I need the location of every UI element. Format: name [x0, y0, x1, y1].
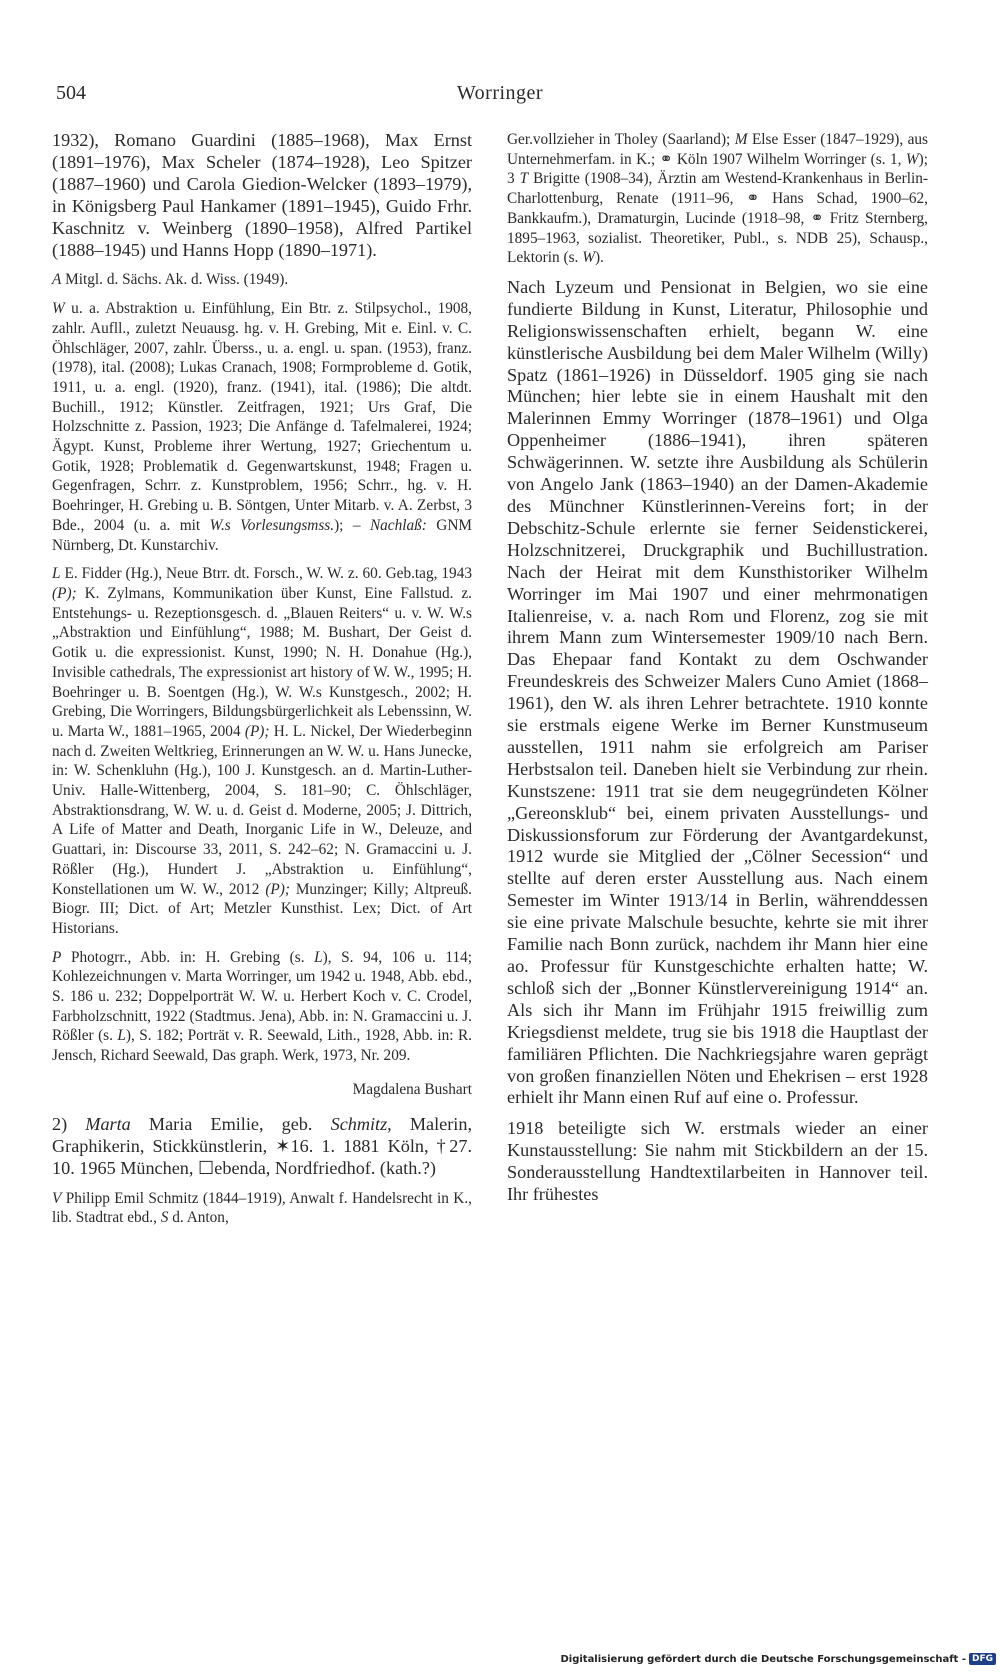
author-signature: Magdalena Bushart: [352, 1080, 472, 1098]
page-number: 504: [56, 82, 86, 104]
section-mark-a: A: [52, 271, 62, 289]
genealogy-paragraph: V Philipp Emil Schmitz (1844–1919), Anwalt f. Handelsrecht in K., lib. Stadtrat ebd., S d. Anton,: [52, 1189, 472, 1227]
paragraph-intro: 1932), Romano Guardini (1885–1968), Max Ernst (1891–1976), Max Scheler (1874–1928), Leo Spitzer (1887–1960) und Carola Giedion-Welcker (1893–1979), in Königsberg Paul Hankamer (1891–1945), Guido Frhr. Kaschnitz v. Weinberg (1890–1958), Alfred Partikel (1888–1945) und Hanns Hopp (1890–1971).: [52, 130, 472, 260]
footer-credit: [560, 1653, 996, 1665]
works-paragraph: W u. a. Abstraktion u. Einfühlung, Ein Btr. z. Stilpsychol., 1908, zahlr. Aufll., zuletzt Neuausg. hg. v. H. Grebing, Mit e. Einl. v. C. Öhlschläger, 2007, zahlr. Überss., u. a. engl. u. span. (1953), franz. (1978), ital. (2008); Lukas Cranach, 1908; Formprobleme d. Gotik, 1911, u. a. engl. (1920), franz. (1941), ital. (1986); Die altdt. Buchill., 1912; Künstler. Zeitfragen, 1921; Urs Graf, Die Holzschnitte z. Passion, 1923; Die Anfänge d. Tafelmalerei, 1924; Ägypt. Kunst, Probleme ihrer Wertung, 1927; Griechentum u. Gotik, 1928; Problematik d. Gegenwartskunst, 1948; Fragen u. Gegenfragen, Schrr. z. Kunstproblem, 1956; Schrr., hg. v. H. Boehringer, H. Grebing u. B. Söntgen, Unter Mitarb. v. A. Zerbst, 3 Bde., 2004 (u. a. mit W.s Vorlesungsmss.); – Nachlaß: GNM Nürnberg, Dt. Kunstarchiv.: [52, 300, 472, 554]
entry-heading-marta: 2) Marta Maria Emilie, geb. Schmitz, Malerin, Graphikerin, Stickkünstlerin, ✶16. 1. 1881 Köln, †27. 10. 1965 München, ☐ebenda, Nordfriedhof. (kath.?): [52, 1113, 472, 1178]
portraits-paragraph: P Photogrr., Abb. in: H. Grebing (s. L), S. 94, 106 u. 114; Kohlezeichnungen v. Marta Worringer, um 1942 u. 1948, Abb. ebd., S. 186 u. 232; Doppelporträt W. W. u. Herbert Koch v. C. Crodel, Farbholzschnitt, 1922 (Stadtmus. Jena), Abb. in: N. Gramaccini u. J. Rößler (s. L), S. 182; Porträt v. R. Seewald, Lith., 1928, Abb. in: R. Jensch, Richard Seewald, Das graph. Werk, 1973, Nr. 209.: [52, 948, 473, 1065]
biography-paragraph-2: 1918 beteiligte sich W. erstmals wieder an einer Kunstausstellung: Sie nahm mit Stickbildern an der 15. Sonderausstellung Handtextilarbeiten in Hannover teil. Ihr frühestes: [507, 1118, 928, 1205]
left-column: [52, 130, 472, 1228]
genealogy-continued: Ger.vollzieher in Tholey (Saarland); M Else Esser (1847–1929), aus Unternehmerfam. in K.; ⚭ Köln 1907 Wilhelm Worringer (s. 1, W); 3 T Brigitte (1908–34), Ärztin am Westend-Krankenhaus in Berlin-Charlottenburg, Renate (1911–96, ⚭ Hans Schad, 1900–62, Bankkaufm.), Dramaturgin, Lucinde (1918–98, ⚭ Fritz Sternberg, 1895–1963, sozialist. Theoretiker, Publ., s. NDB 25), Schausp., Lektorin (s. W).: [507, 131, 928, 267]
section-mark-w: W: [52, 300, 65, 318]
right-column: [507, 130, 928, 1206]
footer-text: Digitalisierung gefördert durch die Deutsche Forschungsgemeinschaft -: [560, 1654, 966, 1665]
running-head: Worringer: [456, 82, 544, 104]
section-mark-v: V: [52, 1189, 62, 1207]
biography-paragraph: Nach Lyzeum und Pensionat in Belgien, wo sie eine fundierte Bildung in Kunst, Literatur, Philosophie und Religionswissenschaften erhielt, begann W. eine künstlerische Ausbildung bei dem Maler Wilhelm (Willy) Spatz (1861–1926) in Düsseldorf. 1905 ging sie nach München; hier lebte sie in einem Haushalt mit den Malerinnen Emmy Worringer (1878–1961) und Olga Oppenheimer (1886–1941), ihren späteren Schwägerinnen. W. setzte ihre Ausbildung als Schülerin von Angelo Jank (1863–1940) an der Damen-Akademie des Münchner Künstlerinnen-Vereins fort; in der Debschitz-Schule erlernte sie ferner Seidenstickerei, Holzschnitzerei, Druckgraphik und Buchillustration. Nach der Heirat mit dem Kunsthistoriker Wilhelm Worringer im Mai 1907 und einer mehrmonatigen Italienreise, v. a. nach Rom und Florenz, zog sie mit ihrem Mann zum Wintersemester 1909/10 nach Bern. Das Ehepaar fand Kontakt zu dem Oschwander Freundeskreis des Schweizer Malers Cuno Amiet (1868–1961), den W. als ihren Lehrer betrachtete. 1910 konnte sie erstmals eigene Werke im Berner Kunstmuseum ausstellen, 1911 nahm sie erfolgreich am Pariser Herbstsalon teil. Daneben hielt sie Verbindung zur rhein. Kunstszene: 1911 trat sie dem neugegründeten Kölner „Gereonsklub“ bei, einem privaten Ausstellungs- und Diskussionsforum zur Förderung der Avantgardekunst, 1912 wurde sie Mitglied der „Cölner Secession“ und stellte auf deren erster Ausstellung aus. Nach einem Semester im Winter 1913/14 in Berlin, währenddessen sie eine private Malschule besuchte, kehrte sie mit ihrer Familie nach Bonn zurück, nachdem ihr Mann hier eine ao. Professur für Kunstgeschichte erhalten hatte; W. schloß sich der „Bonner Künstlervereinigung 1914“ an. Als sich ihr Mann im Frühjahr 1915 freiwillig zum Kriegsdienst meldete, trug sie bis 1918 die Hauptlast der familiären Pflichten. Die Nachkriegsjahre waren geprägt von großen finanziellen Nöten und Ehekrisen – erst 1928 erhielt ihr Mann einen Ruf auf eine o. Professur.: [507, 276, 928, 1108]
awards-paragraph: A Mitgl. d. Sächs. Ak. d. Wiss. (1949).: [52, 271, 289, 289]
dfg-logo-icon: DFG: [969, 1653, 996, 1665]
page-header: [0, 82, 1000, 112]
section-mark-l: L: [52, 565, 61, 583]
section-mark-p: P: [52, 948, 62, 966]
literature-paragraph: L E. Fidder (Hg.), Neue Btrr. dt. Forsch., W. W. z. 60. Geb.tag, 1943 (P); K. Zylmans, Kommunikation über Kunst, Eine Fallstud. z. Entstehungs- u. Rezeptionsgesch. d. „Blauen Reiters“ u. v. W. W.s „Abstraktion und Einfühlung“, 1988; M. Bushart, Der Geist d. Gotik u. die expressionist. Kunst, 1990; N. H. Donahue (Hg.), Invisible cathedrals, The expressionist art history of W. W., 1995; H. Boehringer u. B. Soentgen (Hg.), W. W.s Kunstgesch., 2002; H. Grebing, Die Worringers, Bildungsbürgerlichkeit als Lebenssinn, W. u. Marta W., 1881–1965, 2004 (P); H. L. Nickel, Der Wiederbeginn nach d. Zweiten Weltkrieg, Erinnerungen an W. W. u. Hans Junecke, in: W. Schenkluhn (Hg.), 100 J. Kunstgesch. an d. Martin-Luther-Univ. Halle-Wittenberg, 2004, S. 181–90; C. Öhlschläger, Abstraktionsdrang, W. W. u. d. Geist d. Moderne, 2005; J. Dittrich, A Life of Matter and Death, Inorganic Life in W., Deleuze, and Guattari, in: Discourse 33, 2011, S. 242–62; N. Gramaccini u. J. Rößler (Hg.), Hundert J. „Abstraktion u. Einfühlung“, Konstellationen um W. W., 2012 (P); Munzinger; Killy; Altpreuß. Biogr. III; Dict. of Art; Metzler Kunsthist. Lex; Dict. of Art Historians.: [52, 565, 472, 937]
